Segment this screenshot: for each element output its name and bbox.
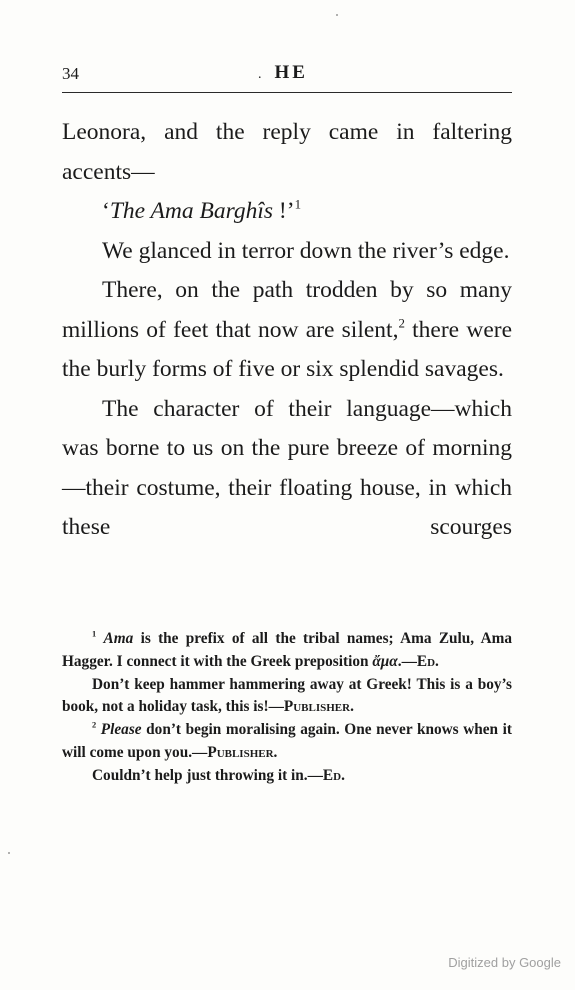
- footnote-1: [62, 628, 512, 674]
- footnotes: [62, 628, 512, 788]
- footnote-1-end: .—: [397, 652, 417, 670]
- page-number: 34: [62, 64, 79, 83]
- paragraph-4-text-b: there were the burly forms of five or six splendid savages.: [62, 316, 513, 382]
- paragraph-3: [62, 232, 512, 272]
- paragraph-2: [62, 192, 512, 232]
- header-dot: .: [258, 67, 265, 82]
- footnote-2-italic: Please: [100, 721, 142, 739]
- footnote-1-text: is the prefix of all the tribal names; Ama Zulu, Ama Hagger. I connect it with the Greek preposition: [62, 630, 513, 670]
- running-title: [258, 62, 308, 84]
- footnote-1-reply: [62, 674, 512, 720]
- paragraph-5: [62, 390, 512, 548]
- footnote-2-reply: [62, 765, 512, 788]
- running-title-text: HE: [274, 62, 308, 83]
- footnote-2-reply-text: Couldn’t help just throwing it in.—: [92, 766, 323, 784]
- publisher-signature: Publisher.: [207, 743, 278, 761]
- editor-signature: Ed.: [416, 652, 439, 670]
- footnote-2-mark: 2: [92, 720, 97, 730]
- paragraph-5-text: The character of their language—which was borne to us on the pure breeze of morning—their costume, their floating house, in which these scourges: [62, 395, 512, 540]
- footnote-2-text: don’t begin moralising again. One never knows when it will come upon you.—: [62, 721, 512, 761]
- footnote-ref-2: 2: [398, 314, 405, 330]
- paragraph-4: [62, 271, 512, 390]
- paragraph-3-text: We glanced in terror down the river’s edge.: [102, 237, 510, 264]
- ama-barghis-phrase: The Ama Barghîs: [109, 198, 274, 224]
- editor-signature: Ed.: [322, 766, 345, 784]
- google-watermark: Digitized by Google: [448, 955, 561, 970]
- scan-speck: [8, 852, 10, 854]
- footnote-ref-1: 1: [294, 196, 302, 212]
- page-header: [62, 60, 512, 93]
- publisher-signature: Publisher.: [283, 698, 354, 716]
- paragraph-1: [62, 113, 512, 192]
- body-text: [62, 113, 512, 548]
- footnote-2: [62, 719, 512, 765]
- paragraph-1-text: Leonora, and the reply came in faltering accents—: [62, 119, 512, 185]
- footnote-1-reply-text: Don’t keep hammer hammering away at Greek! This is a boy’s book, not a holiday task, this is!—: [62, 675, 512, 716]
- quote-close: !’: [273, 198, 295, 224]
- quote-open: ‘: [102, 198, 110, 224]
- greek-word: ἄμα: [372, 652, 398, 670]
- paragraph-4-text-a: There, on the path trodden by so many millions of feet that now are silent,: [62, 277, 512, 343]
- footnote-1-mark: 1: [92, 629, 97, 639]
- scan-speck: [336, 14, 338, 16]
- footnote-1-italic: Ama: [103, 630, 134, 647]
